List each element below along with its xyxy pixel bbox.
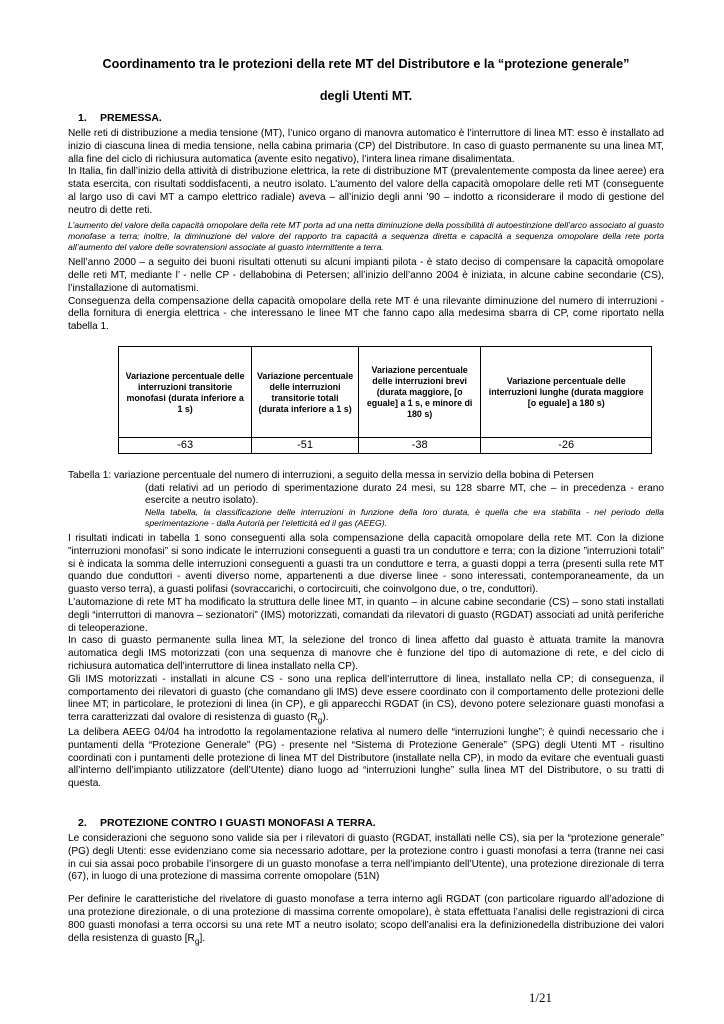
- paragraph: Le considerazioni che seguono sono valide sia per i rilevatori di guasto (RGDAT, installati nelle CS), sia per la “protezione generale” (PG) degli Utenti: esse evidenziano come sia necessario adottare, per la protezione contro i guasti monofasi a terra (tranne nei casi in cui sia assai poco probabile l’insorgere di un guasto monofase a terra nell’impianto dell’Utente), una protezione direzionale di terra (67), in luogo di una protezione di massima corrente omopolare (51N): [68, 832, 664, 883]
- section-1-number: 1.: [78, 112, 87, 124]
- table-row: [119, 437, 652, 453]
- paragraph: In Italia, fin dall’inizio della attività di distribuzione elettrica, la rete di distribuzione MT (prevalentemente composta da linee aeree) era stata esercita, con risultati soddisfacenti, a neutro isolato. L’aumento del valore della capacità omopolare delle reti MT (conseguente al largo uso di cavi MT a campo elettrico radiale) aveva – all’inizio degli anni ’90 – indotto a riconsiderare il modo di gestione del neutro di dette reti.: [68, 166, 664, 216]
- table-caption-note: Nella tabella, la classificazione delle interruzioni in funzione della loro durata, è quella che era stabilita - nel periodo della sperimentazione - dalla Autorià per l’eletticità ed il gas (AEEG).: [145, 506, 664, 528]
- table-cell: -38: [358, 437, 481, 453]
- table-header-cell: Variazione percentuale delle interruzioni brevi (durata maggiore, [o eguale] a 1 s, e minore di 180 s): [358, 346, 481, 437]
- paragraph: I risultati indicati in tabella 1 sono conseguenti alla sola compensazione della capacità omopolare della rete MT. Con la dizione ”interruzioni monofasi” si sono indicate le interruzioni conseguenti a guasti tra un conduttore e terra; con la dizione ”interruzioni totali” si è indicata la somma delle interruzioni conseguenti a guasti tra un conduttore e terra, a guasti doppi a terra (presenti sulla rete MT quando due conduttori - aventi diverso nome, appartenenti a due diverse linee - sono interessati, contemporaneamente, da un guasto verso terra), a guasti polifasi (sovraccarichi, o cortocircuiti, che coinvolgono due, o tre, conduttori).: [68, 532, 664, 596]
- table-caption: Tabella 1: variazione percentuale del numero di interruzioni, a seguito della messa in servizio della bobina di Petersen: [68, 469, 594, 481]
- table-1: [118, 346, 652, 454]
- section-2-number: 2.: [78, 816, 87, 829]
- paragraph-text-end: ).: [322, 712, 329, 724]
- section-2-heading: [78, 817, 664, 829]
- paragraph: La delibera AEEG 04/04 ha introdotto la regolamentazione relativa al numero delle “interruzioni lunghe”; è quindi necessario che i puntamenti della “Protezione Generale” (PG) - presente nel “Sistema di Protezione Generale” (SPG) degli Utenti MT - risultino coordinati con i puntamenti delle protezione di linea MT del Distributore (installate nella CP), in modo da evitare che eventuali guasti all’interno dell’impianto utilizzatore (dell’Utente) diano luogo ad “interruzioni lunghe” sulla linea MT del Distributore, o su tratti di questa.: [68, 726, 664, 790]
- paragraph: Nell’anno 2000 – a seguito dei buoni risultati ottenuti su alcuni impianti pilota - è stato deciso di compensare la capacità omopolare delle reti MT, mediante l’ - nelle CP - dellabobina di Petersen; all’inizio dell’anno 2004 è iniziata, in alcune cabine secondarie (CS), l’installazione di automatismi.: [68, 257, 664, 294]
- paragraph-text: Gli IMS motorizzati - installati in alcune CS - sono una replica dell’interruttore di linea, installato nella CP; di conseguenza, il comportamento dei rilevatori di guasto (che comandano gli IMS) deve essere coordinato con il comportamento delle protezioni delle linee MT; in particolare, le protezioni di linea (in CP), e gli apparecchi RGDAT (in CS), devono potere selezionare guasti monofasi a terra caratterizzati dal ovalore di resistenza di guasto (R: [68, 673, 664, 724]
- table-header-cell: Variazione percentuale delle interruzioni transitorie totali (durata inferiore a 1 s): [252, 346, 359, 437]
- section-1-heading: [78, 112, 664, 124]
- paragraph: [68, 674, 664, 727]
- paragraph: L’automazione di rete MT ha modificato la struttura delle linee MT, in quanto – in alcune cabine secondarie (CS) – sono stati installati degli “interruttori di manovra – sezionatori” (IMS) motorizzati, comandati da rilevatori di guasto (RGDAT) associati ad unità periferiche di teleoperazione.: [68, 596, 664, 634]
- table-caption-detail: (dati relativi ad un periodo di sperimentazione durato 24 mesi, su 128 sbarre MT, che – in precedenza - erano esercite a neutro isolato).: [145, 482, 664, 506]
- section-1-title: PREMESSA.: [100, 112, 162, 124]
- paragraph-text-end: ].: [199, 932, 206, 944]
- table-cell: -26: [481, 437, 652, 453]
- title-line-2: degli Utenti MT.: [319, 89, 413, 103]
- paragraph: Nelle reti di distribuzione a media tensione (MT), l’unico organo di manovra automatico è l’interruttore di linea MT: esso è installato ad inizio di ciascuna linea di media tensione, nella cabina primaria (CP) del Distributore. In caso di guasto permanente su una linea MT, alla fine del ciclo di richiusura automatica (avente esito negativo), l’intera linea rimane disalimentata.: [68, 128, 664, 165]
- title-line-1: Coordinamento tra le protezioni della rete MT del Distributore e la “protezione generale”: [102, 57, 630, 71]
- document-title: [68, 0, 664, 106]
- page-number: 1/21: [528, 990, 552, 1005]
- subscript: g: [194, 935, 200, 946]
- table-cell: -63: [119, 437, 252, 453]
- subscript: g: [317, 715, 323, 726]
- paragraph: [68, 894, 664, 947]
- italic-note: L’aumento del valore della capacità omopolare della rete MT porta ad una netta diminuzione della possibilità di autoestinzione dell’arco associato al guasto monofase a terra; inoltre, la diminuzione del valore del rapporto tra capacità a sequenza diretta e capacità a sequenza omopolare della rete porta all’aumento del valore delle sovratensioni associate al guasto intermittente a terra.: [68, 219, 664, 252]
- paragraph-text: Per definire le caratteristiche del rivelatore di guasto monofase a terra interno agli RGDAT (con particolare riguardo all’adozione di una protezione direzionale, o di una protezione di massima corrente omopolare), è stata effettuata l’analisi delle registrazioni di circa 800 guasti monofasi a terra occorsi su una rete MT a neutro isolato; scopo dell’analisi era la definizionedella distribuzione dei valori della resistenza di guasto [R: [68, 894, 664, 944]
- table-cell: -51: [252, 437, 359, 453]
- section-2-title: PROTEZIONE CONTRO I GUASTI MONOFASI A TERRA.: [100, 816, 376, 829]
- table-header-cell: Variazione percentuale delle interruzioni lunghe (durata maggiore [o eguale] a 180 s): [481, 346, 652, 437]
- table-header-cell: Variazione percentuale delle interruzioni transitorie monofasi (durata inferiore a 1 s): [119, 346, 252, 437]
- paragraph: Conseguenza della compensazione della capacità omopolare della rete MT é una rilevante diminuzione del numero di interruzioni - della fornitura di energia elettrica - che interessano le linee MT che fanno capo alla medesima sbarra di CP, come riportato nella tabella 1.: [68, 295, 664, 333]
- paragraph: In caso di guasto permanente sulla linea MT, la selezione del tronco di linea affetto dal guasto è attuata tramite la manovra automatica degli IMS motorizzati (con una sequenza di manovre che è funzione del tipo di automazione di rete, e del ciclo di richiusura automatica dell’interruttore di linea installato nella CP).: [68, 635, 664, 672]
- table-header-row: [119, 346, 652, 437]
